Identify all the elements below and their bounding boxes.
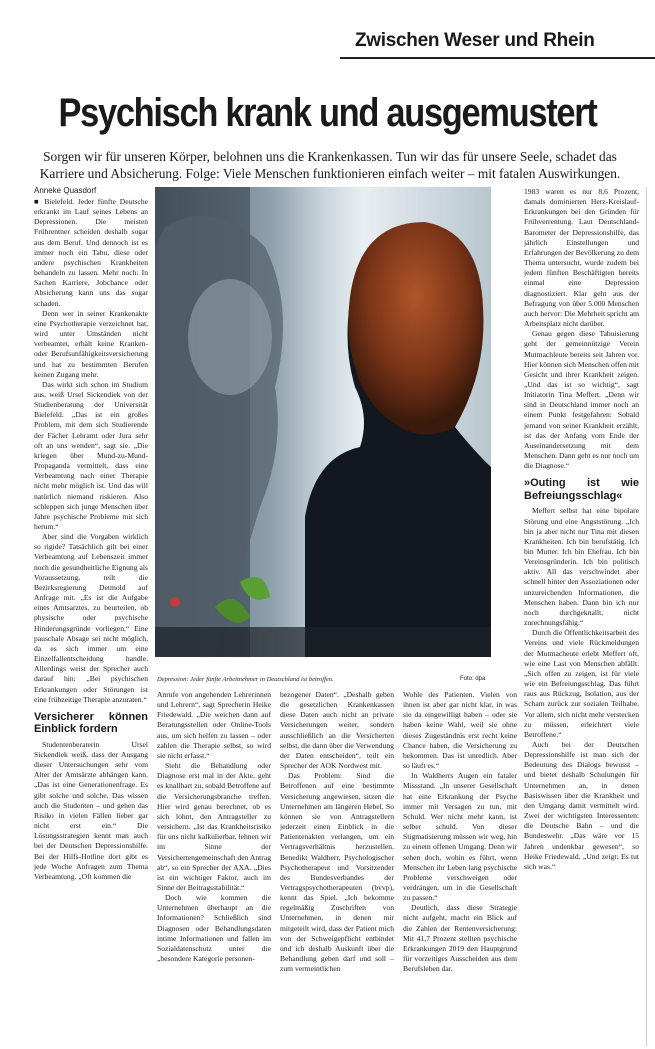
photo-credit: Foto: dpa [460,676,486,682]
paragraph: 1983 waren es nur 8,6 Prozent, damals dominierten Herz-Kreislauf-Erkrankungen bei den Gründen für Frühverrentung. Laut Deutschland-Barometer der Depressionshilfe, das jährlich Einstellungen und Erfahrungen der Bevölkerung zu dem Thema untersucht, wurde zudem bei jedem fünften Beschäftigten bereits einmal eine Depression diagnostiziert. Klar geht aus der Befragung von über 5.000 Menschen auch hervor: Die Mehrheit spricht am Arbeitsplatz nicht darüber. [524,187,639,329]
paragraph: Steht die Behandlung oder Diagnose erst mal in der Akte, geht es knallhart zu, sobald Betroffene auf die Versicherungsbranche treffen. Hier wird genau berechnet, ob es sich lohnt, den Antragsteller zu versichern. „Ist das Krankheitsrisiko für uns nicht kalkulierbar, lehnen wir im Sinne der Versichertengemeinschaft den Antrag ab“, so ein Sprecher der AXA. „Dies ist ein wichtiger Faktor, auch im Sinne der Beitragsstabilität.“ [157,761,271,892]
intertitle: »Outing ist wie Befreiungsschlag« [524,477,639,502]
intertitle: Versicherer können Einblick fordern [34,710,148,736]
article-photo [155,187,491,657]
paragraph: Das Problem: Sind die Betroffenen auf eine bestimmte Versicherung angewiesen, sitzen die Unternehmen am längeren Hebel. So können sie von Antragstellern jederzeit einen Einblick in die Patientenakten verlangen, um ein Vertragsverhältnis herzustellen. Benedikt Waldherr, Psychologischer Psychotherapeut und Vorsitzender des Bundesverbandes der Vertragspsychotherapeuten (bvvp), kennt das Spiel. „Ich bekomme regelmäßig Zuschriften von Unternehmen, in denen mir mitgeteilt wird, dass der Patient mich von der Schweigepflicht entbindet und ich deshalb Auskunft über die Behandlung geben darf und soll – zum vermeintlichen [280,771,394,974]
paragraph: Anrufe von angehenden Lehrerinnen und Lehrern“, sagt Sprecherin Heike Friedewald. „Die weichen dann auf Beratungsstellen oder Online-Tools aus, um sich helfen zu lassen – oder zahlen die Therapie selbst, so wird sie nicht erfasst.“ [157,690,271,760]
article-column-5 [524,187,639,1047]
rubric-rule [340,57,655,59]
paragraph: Wohle des Patienten. Vielen von ihnen ist aber gar nicht klar, in was sie da eingewilligt haben – oder sie haben keine Wahl, weil sie ohne dieses Zugeständnis erst recht keine Chance haben, die Versicherung zu bekommen. Das ist unredlich. Aber so läuft es.“ [403,690,517,771]
paragraph: Aber sind die Vorgaben wirklich so rigide? Tatsächlich gilt bei einer Verbeamtung auf Lebenszeit immer noch die gesundheitliche Eignung als Voraussetzung, teilt die Bezirksregierung Detmold auf Anfrage mit. „Es ist die Aufgabe eines Amtsarztes, zu beurteilen, ob physische oder psychische Hinderungsgründe vorliegen.“ Eine pauschale Absage sei nicht möglich, da es sich immer um eine Einzelfallentscheidung handle. Allerdings weist der Sprecher auch darauf hin: „Bei psychischen Erkrankungen oder Störungen ist eine frühzeitige Therapie anzuraten.“ [34,532,148,704]
headline: Psychisch krank und ausgemustert [58,91,597,135]
article-column-1 [34,197,148,1047]
paragraph: bezogener Daten“. „Deshalb geben die gesetzlichen Krankenkassen diese Daten auch nicht an private Versicherungen weiter, sondern ausschließlich an die Versicherten selbst, die dann über die Verwendung der Daten entscheiden“, teilt ein Sprecher der AOK Nordwest mit. [280,690,394,771]
paragraph: ■ Bielefeld. Jeder fünfte Deutsche erkrankt im Lauf seines Lebens an Depressionen. Die meisten Frührentner scheiden deshalb sogar aus dem Beruf. Und dennoch ist es immer noch ein Tabu, diese oder andere psychischen Krankheiten behandeln zu lassen. Mehr noch: In Sachen Karriere, Jobchance oder Absicherung kann uns das sogar schaden. [34,197,148,308]
paragraph: Studentenberaterin Ursel Sickendiek weiß, dass der Ausgang dieser Untersuchungen sehr vom Alter der Amtsärzte abhängen kann. „Das ist eine Generationenfrage. Es gibt solche und solche. Das wissen auch die Studenten – und gehen das Risiko in vielen Fällen lieber gar nicht erst ein.“ Die Lösungsstrategien kennt man auch bei der Deutschen Depressionshilfe. Bei der Hilfs-Hotline dort gibt es jede Woche Anfragen zum Thema Verbeamtung. „Oft kommen die [34,739,148,881]
depression-photo-image [155,187,491,657]
paragraph: Genau gegen diese Tabuisierung geht der gemeinnützige Verein Mutmachleute bereits seit Jahren vor. Hier können sich Menschen offen mit Gesicht und ihrer Krankheit zeigen. „Und das ist so wichtig“, sagt Initiatorin Tina Meffert. „Denn wir sind in Deutschland immer noch an einem Punkt festgefahren: Sobald jemand von seiner Krankheit erzählt, ist das der Anfang vom Ende der Auseinandersetzung mit dem Menschen. Dann geht es nur noch um die Diagnose.“ [524,329,639,471]
paragraph: Das wirkt sich schon im Studium aus, weiß Ursel Sickendiek von der Studienberatung der Universität Bielefeld. „Das ist ein großes Problem, mit dem sich Studierende der Fächer Lehramt oder Jura sehr oft an uns wenden“, sagt sie. „Die kriegen über Mund-zu-Mund-Propaganda vermittelt, dass eine Verbeamtung nach einer Therapie nicht mehr möglich ist. Und das will natürlich niemand riskieren. Also schleppen sich junge Menschen über Jahre psychische Probleme mit sich herum.“ [34,379,148,531]
photo-caption: Depression: Jeder fünfte Arbeitnehmer in Deutschland ist betroffen. [157,676,334,683]
article-column-2 [157,690,271,1047]
column-divider [646,187,647,1047]
article-column-3 [280,690,394,1047]
author-byline: Anneke Quasdorf [34,186,97,195]
paragraph: Doch wie kommen die Unternehmen überhaupt an die Informationen? Schließlich sind Diagnosen oder Behandlungsdaten intime Informationen und fallen im Sozialdatenschutz unter die „besondere Kategorie personen- [157,893,271,964]
paragraph: Meffert selbst hat eine bipolare Störung und eine Angststörung. „Ich bin ja aber nicht nur Tina mit diesen Krankheiten. Ich bin berufstätig. Ich bin Mutter. Ich bin Ehefrau. Ich bin Vereinsgründerin. Ich bin politisch aktiv. All das verschwindet aber schnell hinter den Assoziationen oder unzureichenden Informationen, die Menschen haben. Dann bin ich nur noch durchgeknallt, nicht zurechnungsfähig.“ [524,506,639,628]
section-rubric: Zwischen Weser und Rhein [355,30,595,51]
subheadline: Sorgen wir für unseren Körper, belohnen uns die Krankenkassen. Tun wir das für unsere Seele, schadet das Karriere und Absicherung. Folge: Viele Menschen funktionieren einfach weiter – mit fatalen Auswirkungen. [39,149,621,181]
paragraph: Auch bei der Deutschen Depressionshilfe ist man sich der Bedeutung des Dialogs bewusst – und bietet deshalb Schulungen für Unternehmen an, in denen Basiswissen über die Krankheit und den Umgang damit vermittelt wird. Zwei der wichtigsten Interessenten: die Deutsche Bahn – und die Bundeswehr. „Das wäre vor 15 Jahren undenkbar gewesen“, so Heike Friedewald. „Und zeigt: Es tut sich was.“ [524,739,639,871]
paragraph: Durch die Öffentlichkeitsarbeit des Vereins und viele Rückmeldungen der Mutmacheute erlebt Meffert oft, wie eine Last von Menschen abfällt. „Sich offen zu zeigen, ist für viele wie ein Befreiungsschlag. Das führt raus aus Rückzug, Isolation, aus der Scham zurück zur sozialen Teilhabe. Vor allem, sich nicht mehr verstecken zu müssen, erleichtert viele Betroffene.“ [524,628,639,739]
paragraph: In Waldherrs Augen ein fataler Missstand. „In unserer Gesellschaft hat eine Erkrankung der Psyche immer mit Versagen zu tun, mit Schuld. Wer nicht mehr kann, ist selber schuld. Von dieser Stigmatisierung müssen wir weg, hin zu einem offenen Umgang. Denn wir sehen doch, wohin es führt, wenn Menschen ihr Leben lang psychische Probleme verschweigen oder verdrängen, um in die Gesellschaft zu passen.“ [403,771,517,903]
paragraph: Deutlich, dass diese Strategie nicht aufgeht, macht ein Blick auf die Zahlen der Rentenversicherung: Mit 41,7 Prozent stellten psychische Erkrankungen 2019 den Hauptgrund für vorzeitiges Ausscheiden aus dem Berufsleben dar. [403,903,517,974]
article-column-4 [403,690,517,1047]
paragraph: Denn wer in seiner Krankenakte eine Psychotherapie verzeichnet hat, wird unter Umständen nicht verbeamtet, erhält keine Kranken- oder Berufsunfähigkeitsversicherung und hat zu bestimmten Berufen keinen Zugang mehr. [34,308,148,379]
